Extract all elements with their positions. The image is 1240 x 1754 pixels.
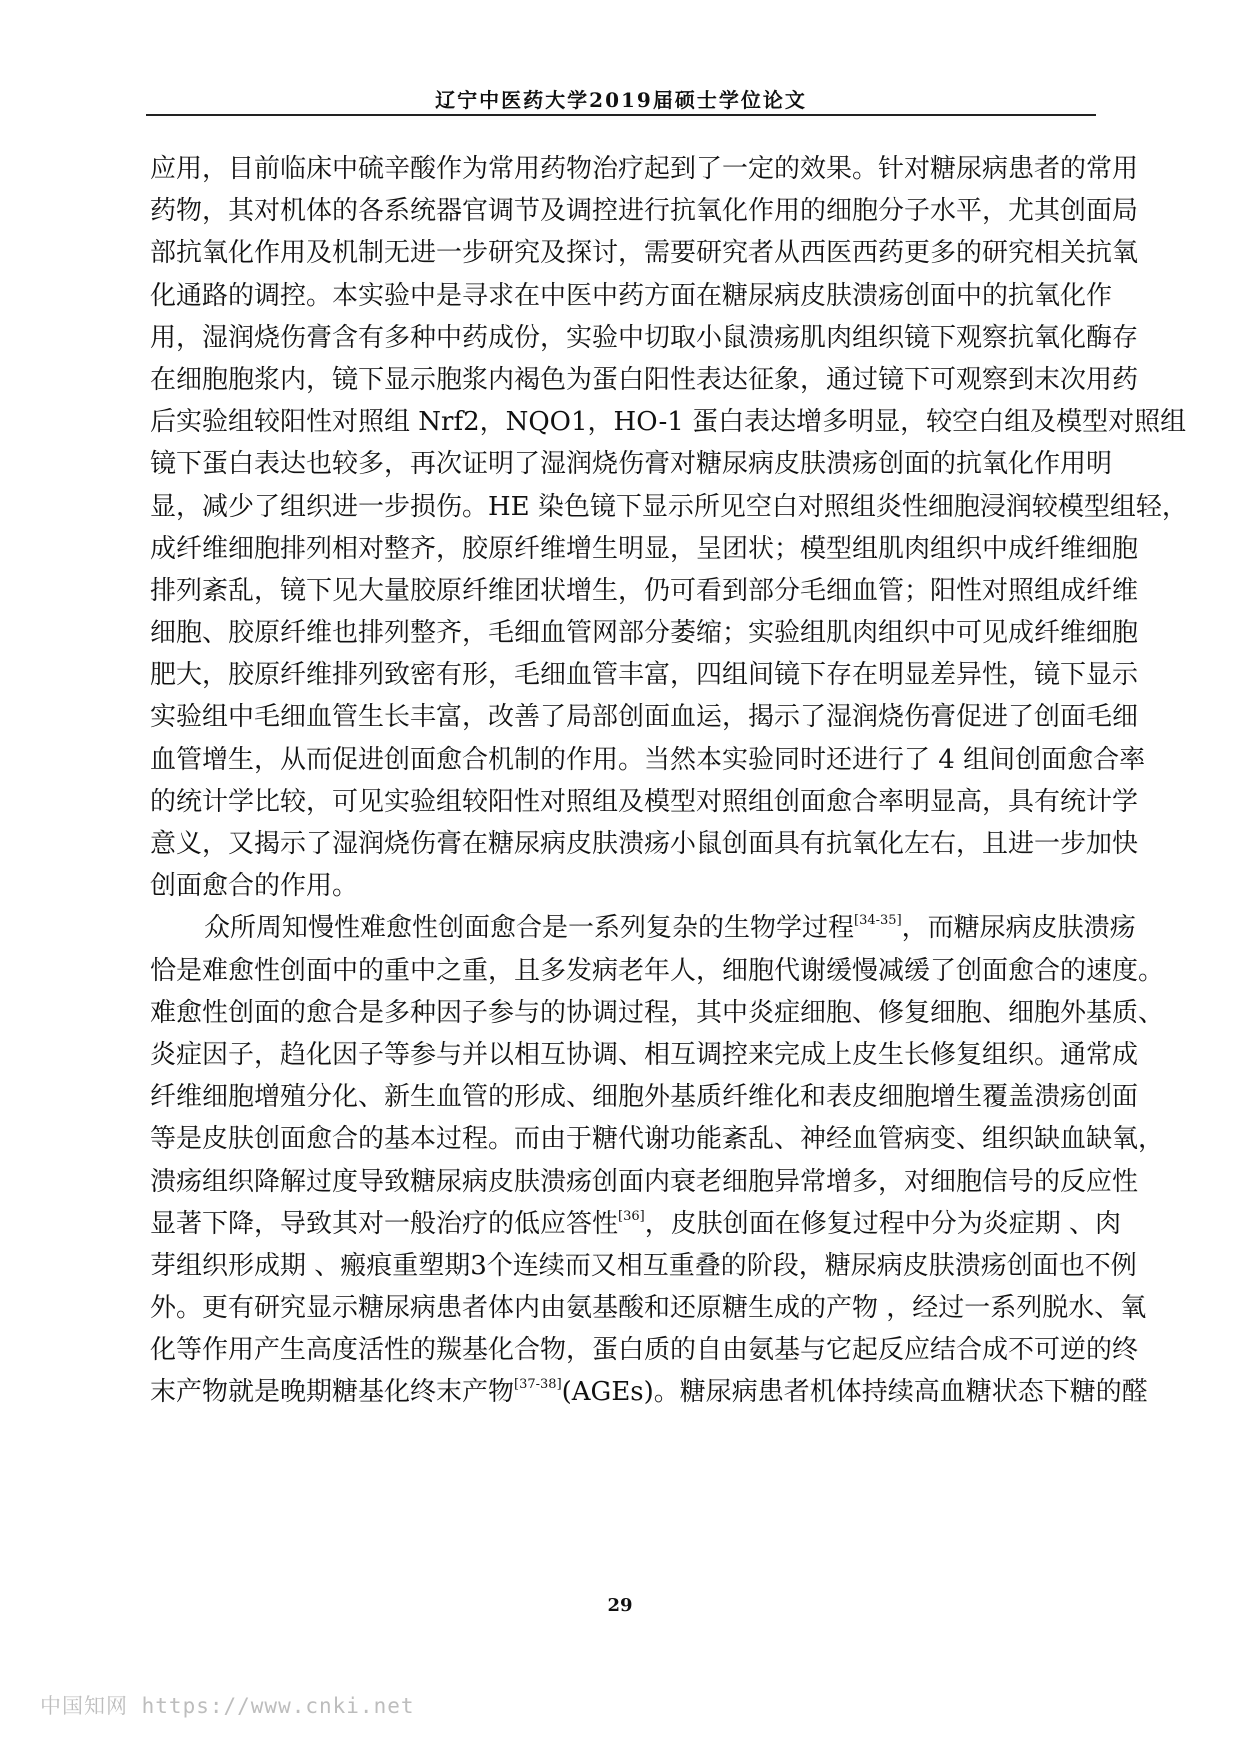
line-text: 众所周知慢性难愈性创面愈合是一系列复杂的生物学过程 xyxy=(204,913,855,944)
text-line: 溃疡组织降解过度导致糖尿病皮肤溃疡创面内衰老细胞异常增多，对细胞信号的反应性 xyxy=(150,1166,1139,1197)
text-line: 后实验组较阳性对照组 Nrf2，NQO1，HO-1 蛋白表达增多明显，较空白组及模型对照组 xyxy=(150,407,1187,438)
text-line: 纤维细胞增殖分化、新生血管的形成、细胞外基质纤维化和表皮细胞增生覆盖溃疡创面 xyxy=(150,1082,1139,1113)
text-line: 化等作用产生高度活性的羰基化合物，蛋白质的自由氨基与它起反应结合成不可逆的终 xyxy=(150,1335,1139,1366)
text-line: 芽组织形成期 、瘢痕重塑期3个连续而又相互重叠的阶段，糖尿病皮肤溃疡创面也不例 xyxy=(150,1250,1137,1281)
text-line: 细胞、胶原纤维也排列整齐，毛细血管网部分萎缩；实验组肌肉组织中可见成纤维细胞 xyxy=(150,618,1139,649)
paragraph xyxy=(150,907,1165,1413)
text-line: 实验组中毛细血管生长丰富，改善了局部创面血运，揭示了湿润烧伤膏促进了创面毛细 xyxy=(150,702,1139,733)
main-text xyxy=(150,148,1188,1414)
text-line: 炎症因子，趋化因子等参与并以相互协调、相互调控来完成上皮生长修复组织。通常成 xyxy=(150,1039,1139,1070)
cnki-watermark: 中国知网 https://www.cnki.net xyxy=(40,1694,415,1718)
text-line xyxy=(150,907,1136,949)
text-line: 难愈性创面的愈合是多种因子参与的协调过程，其中炎症细胞、修复细胞、细胞外基质、 xyxy=(150,997,1165,1028)
text-line: 显，减少了组织进一步损伤。HE 染色镜下显示所见空白对照组炎性细胞浸润较模型组轻， xyxy=(150,491,1188,522)
line-text: 末产物就是晚期糖基化终末产物 xyxy=(150,1377,515,1408)
text-line: 应用，目前临床中硫辛酸作为常用药物治疗起到了一定的效果。针对糖尿病患者的常用 xyxy=(150,154,1139,184)
text-line xyxy=(150,1203,1121,1245)
text-line: 肥大，胶原纤维排列致密有形，毛细血管丰富，四组间镜下存在明显差异性，镜下显示 xyxy=(150,660,1139,691)
text-line: 创面愈合的作用。 xyxy=(150,871,359,902)
text-line: 用，湿润烧伤膏含有多种中药成份，实验中切取小鼠溃疡肌肉组织镜下观察抗氧化酶存 xyxy=(150,322,1139,353)
text-line: 外。更有研究显示糖尿病患者体内由氨基酸和还原糖生成的产物 ，经过一系列脱水、氧 xyxy=(150,1293,1147,1324)
citation-ref: [37-38] xyxy=(514,1377,562,1393)
text-line: 化通路的调控。本实验中是寻求在中医中药方面在糖尿病皮肤溃疡创面中的抗氧化作 xyxy=(150,280,1113,311)
text-line: 意义，又揭示了湿润烧伤膏在糖尿病皮肤溃疡小鼠创面具有抗氧化左右，且进一步加快 xyxy=(150,829,1139,859)
line-text: ，皮肤创面在修复过程中分为炎症期 、肉 xyxy=(644,1208,1121,1239)
text-line: 的统计学比较，可见实验组较阳性对照组及模型对照组创面愈合率明显高，具有统计学 xyxy=(150,786,1139,817)
paragraph xyxy=(150,148,1188,907)
line-text: ，而糖尿病皮肤溃疡 xyxy=(901,913,1136,944)
text-line: 镜下蛋白表达也较多，再次证明了湿润烧伤膏对糖尿病皮肤溃疡创面的抗氧化作用明 xyxy=(150,449,1113,480)
text-line: 血管增生，从而促进创面愈合机制的作用。当然本实验同时还进行了 4 组间创面愈合率 xyxy=(150,744,1146,775)
text-line: 部抗氧化作用及机制无进一步研究及探讨，需要研究者从西医西药更多的研究相关抗氧 xyxy=(150,238,1139,269)
line-text: (AGEs)。糖尿病患者机体持续高血糖状态下糖的醛 xyxy=(561,1377,1148,1408)
citation-ref: [34-35] xyxy=(854,913,902,929)
running-header: 辽宁中医药大学2019届硕士学位论文 xyxy=(435,88,807,112)
text-line: 在细胞胞浆内，镜下显示胞浆内褐色为蛋白阳性表达征象，通过镜下可观察到末次用药 xyxy=(150,364,1139,395)
text-line: 成纤维细胞排列相对整齐，胶原纤维增生明显，呈团状；模型组肌肉组织中成纤维细胞 xyxy=(150,533,1139,564)
header-divider xyxy=(146,114,1096,116)
citation-ref: [36] xyxy=(618,1208,645,1224)
text-line xyxy=(150,1371,1148,1413)
page-number: 29 xyxy=(607,1595,633,1616)
text-line: 等是皮肤创面愈合的基本过程。而由于糖代谢功能紊乱、神经血管病变、组织缺血缺氧， xyxy=(150,1124,1165,1155)
line-text: 显著下降，导致其对一般治疗的低应答性 xyxy=(150,1208,619,1239)
text-line: 恰是难愈性创面中的重中之重，且多发病老年人，细胞代谢缓慢减缓了创面愈合的速度。 xyxy=(150,955,1165,986)
text-line: 药物，其对机体的各系统器官调节及调控进行抗氧化作用的细胞分子水平，尤其创面局 xyxy=(150,196,1139,227)
text-line: 排列紊乱，镜下见大量胶原纤维团状增生，仍可看到部分毛细血管；阳性对照组成纤维 xyxy=(150,575,1139,606)
